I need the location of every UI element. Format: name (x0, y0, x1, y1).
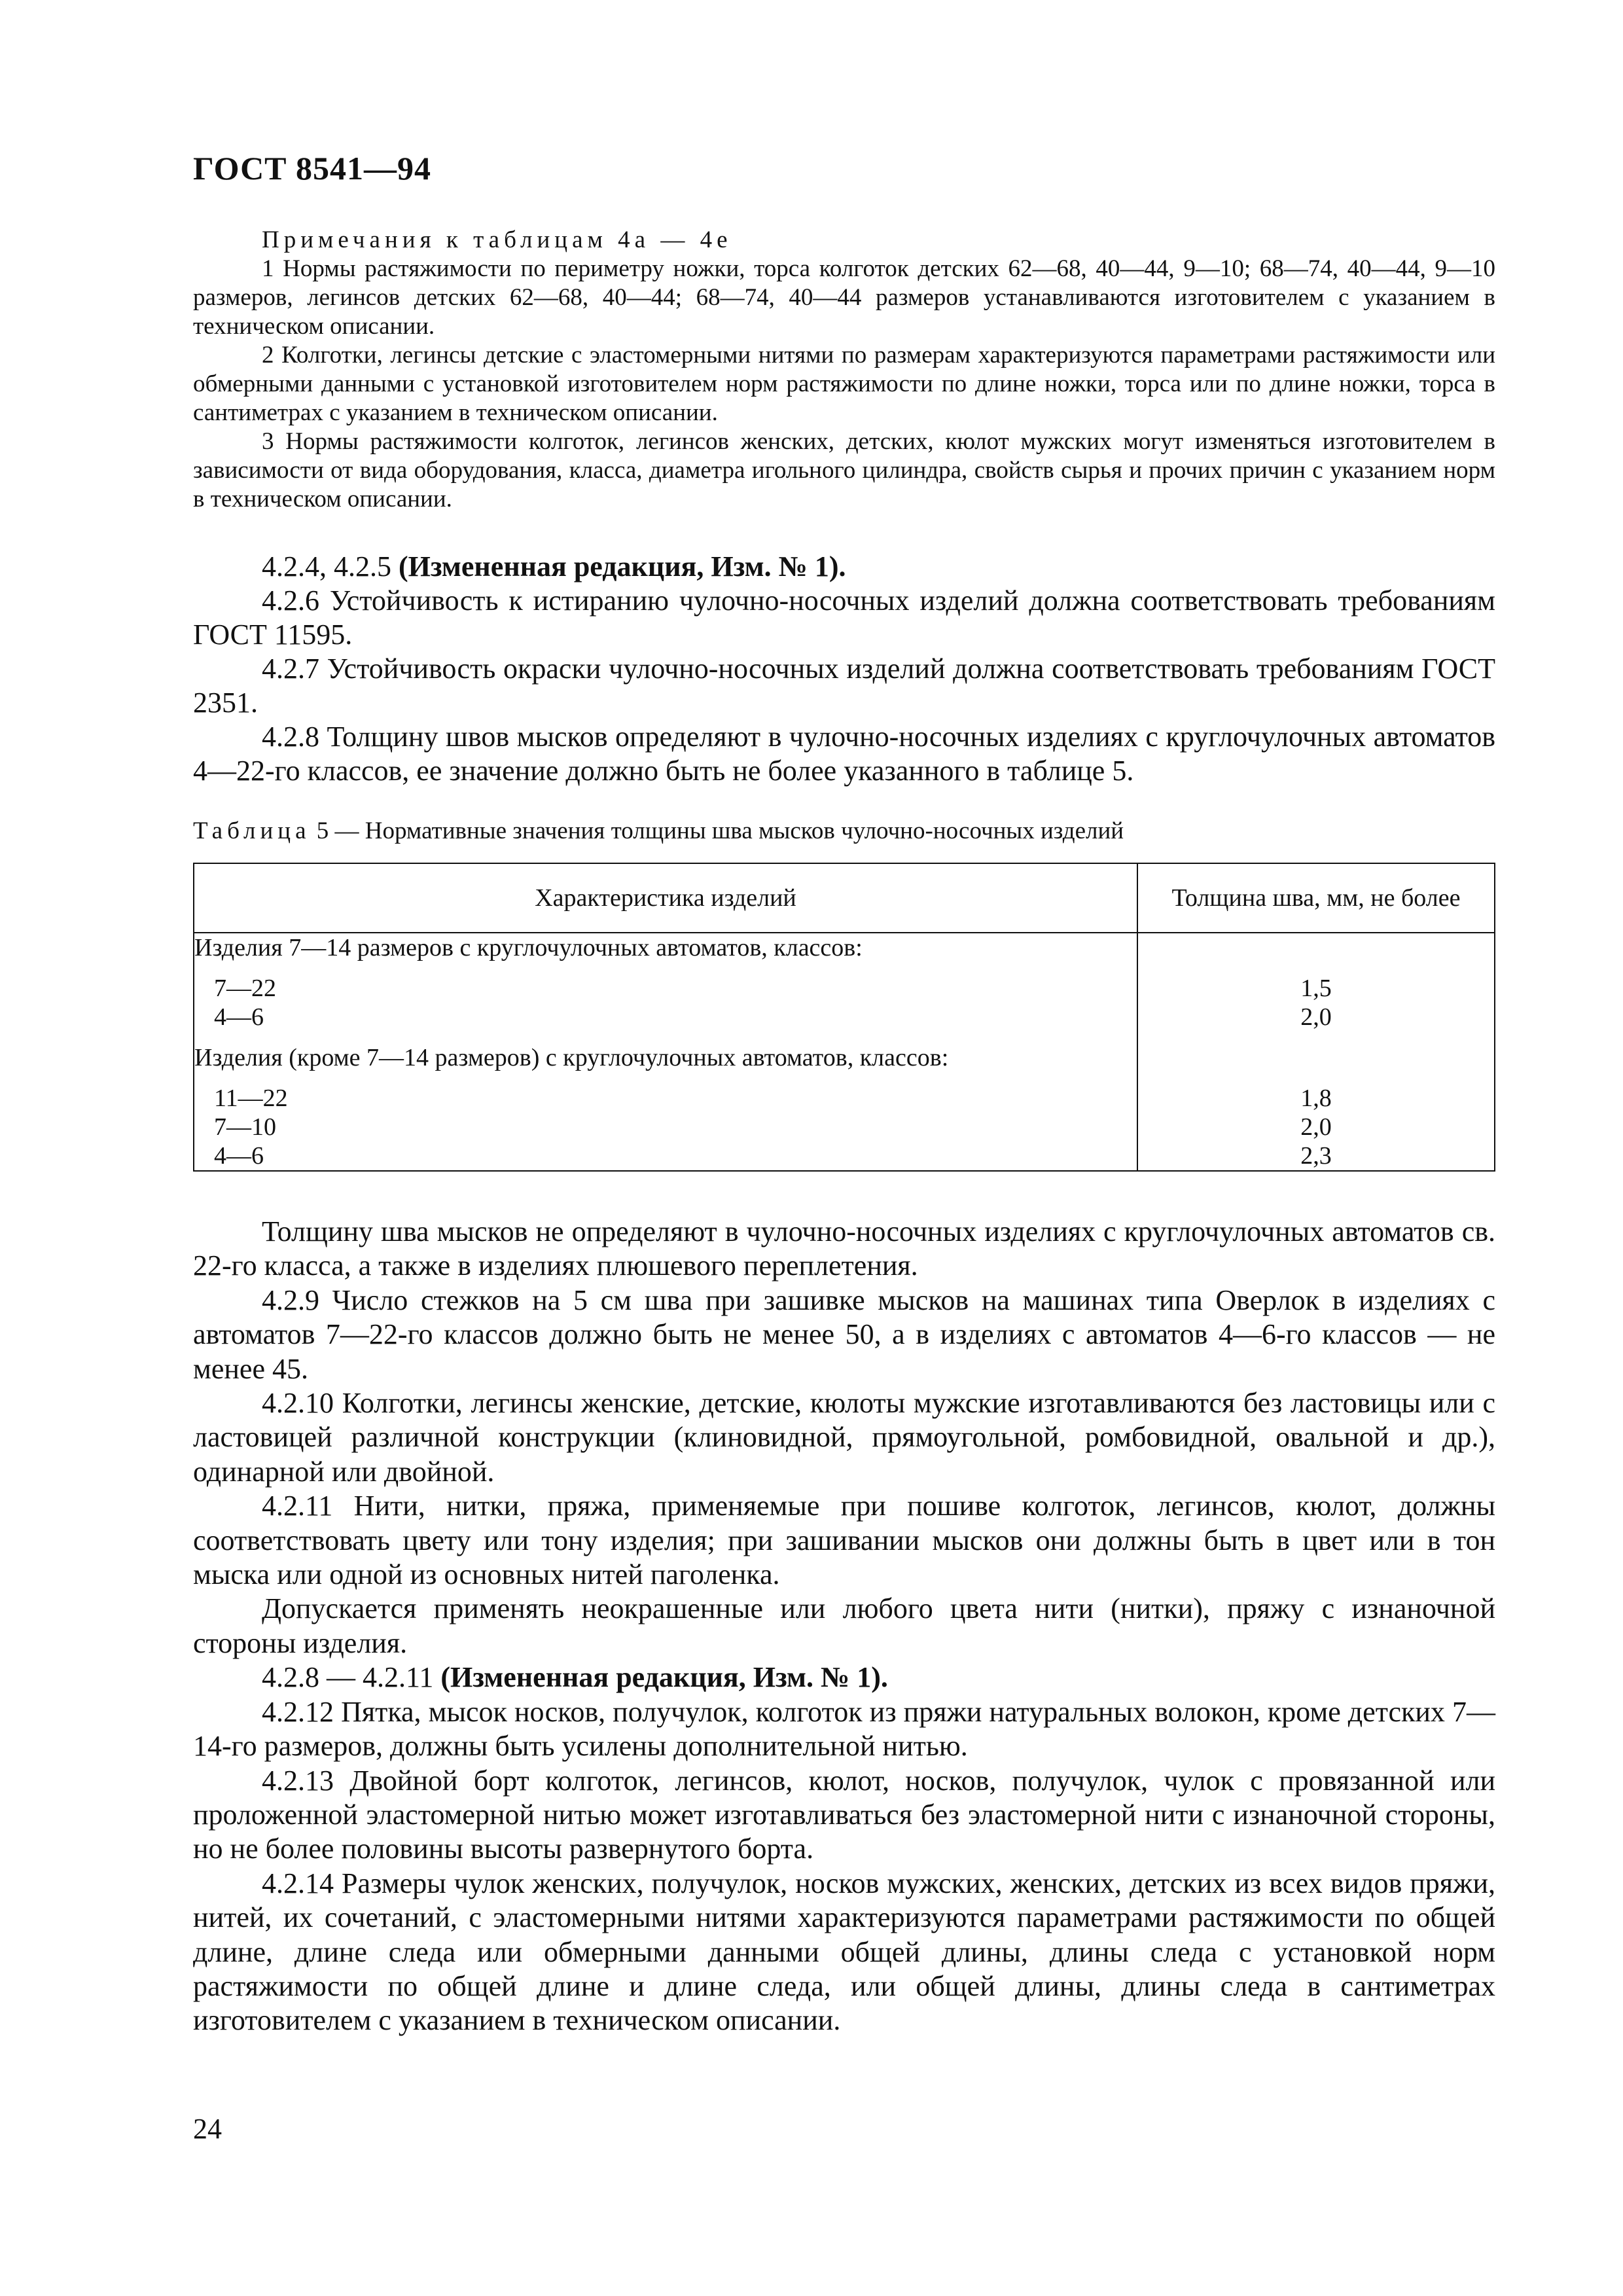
body-section-top (193, 550, 1495, 788)
class-range: 4—6 (214, 1003, 264, 1031)
paragraph: Допускается применять неокрашенные или любого цвета нити (нитки), пряжу с изнаночной стороны изделия. (193, 1592, 1495, 1659)
paragraph: 4.2.14 Размеры чулок женских, получулок, носков мужских, женских, детских из всех видов пряжи, нитей, их сочетаний, с эластомерными нитями характеризуются параметрами растяжимости по общей длине, длине следа или обмерными данными общей длины, длины следа с установкой норм растяжимости по общей длине и длине следа, или общей длины, длины следа в сантиметрах изготовителем с указанием в техническом описании. (193, 1867, 1495, 2037)
paragraph: 4.2.10 Колготки, легинсы женские, детские, кюлоты мужские изготавливаются без ластовицы или с ластовицей различной конструкции (клиновидной, прямоугольной, ромбовидной, овальной и др.), одинарной или двойной. (193, 1387, 1495, 1488)
class-range: 7—10 (214, 1113, 276, 1141)
group-label: Изделия (кроме 7—14 размеров) с круглочулочных автоматов, классов: (194, 1044, 949, 1071)
thickness-value: 1,5 (1300, 975, 1332, 1002)
paragraph: Толщину шва мысков не определяют в чулочно-носочных изделиях с круглочулочных автоматов св. 22-го класса, а также в изделиях плюшевого переплетения. (193, 1215, 1495, 1282)
note-item: 2 Колготки, легинсы детские с эластомерными нитями по размерам характеризуются параметрами растяжимости или обмерными данными с установкой изготовителем норм растяжимости по длине ножки, торса или по длине ножки, торса в сантиметрах с указанием в техническом описании. (193, 342, 1495, 426)
paragraph: 4.2.4, 4.2.5 (Измененная редакция, Изм. № 1). (262, 550, 846, 583)
paragraph: 4.2.11 Нити, нитки, пряжа, применяемые при пошиве колготок, легинсов, кюлот, должны соответствовать цвету или тону изделия; при зашивании мысков они должны быть в цвет или в тон мыска или одной из основных нитей паголенка. (193, 1490, 1495, 1591)
paragraph: 4.2.8 Толщину швов мысков определяют в чулочно-носочных изделиях с круглочулочных автоматов 4—22-го классов, ее значение должно быть не более указанного в таблице 5. (193, 721, 1495, 787)
class-range: 11—22 (214, 1085, 288, 1112)
class-range: 7—22 (214, 975, 276, 1002)
body-section-bottom (193, 1215, 1495, 2038)
note-item: 3 Нормы растяжимости колготок, легинсов женских, детских, кюлот мужских могут изменяться изготовителем в зависимости от вида оборудования, класса, диаметра игольного цилиндра, свойств сырья и прочих причин с указанием норм в техническом описании. (193, 428, 1495, 512)
page-number: 24 (193, 2113, 222, 2145)
paragraph: 4.2.7 Устойчивость окраски чулочно-носочных изделий должна соответствовать требованиям ГОСТ 2351. (193, 653, 1495, 719)
table-header-row (194, 863, 1495, 933)
thickness-value: 2,0 (1300, 1113, 1332, 1141)
notes-title: Примечания к таблицам 4а — 4е (262, 226, 732, 253)
note-item: 1 Нормы растяжимости по периметру ножки, торса колготок детских 62—68, 40—44, 9—10; 68—74, 40—44, 9—10 размеров, легинсов детских 62—68, 40—44; 68—74, 40—44 размеров устанавливаются изготовителем с указанием в техническом описании. (193, 255, 1495, 340)
column-header: Характеристика изделий (194, 863, 1137, 933)
thickness-value: 2,0 (1300, 1003, 1332, 1031)
table-5 (193, 863, 1495, 1172)
table-cell-thickness (1137, 933, 1495, 1171)
group-label: Изделия 7—14 размеров с круглочулочных автоматов, классов: (194, 934, 863, 961)
table-cell-characteristics (194, 933, 1137, 1171)
table-caption: Таблица 5 — Нормативные значения толщины шва мысков чулочно-носочных изделий (193, 817, 1124, 844)
paragraph: 4.2.12 Пятка, мысок носков, получулок, колготок из пряжи натуральных волокон, кроме детских 7—14-го размеров, должны быть усилены дополнительной нитью. (193, 1695, 1495, 1763)
paragraph: 4.2.9 Число стежков на 5 см шва при зашивке мысков на машинах типа Оверлок в изделиях с автоматов 7—22-го классов должно быть не менее 50, а в изделиях с автоматов 4—6-го классов — не менее 45. (193, 1283, 1495, 1385)
table-notes (193, 226, 1495, 514)
thickness-value: 1,8 (1300, 1085, 1332, 1112)
paragraph: 4.2.13 Двойной борт колготок, легинсов, кюлот, носков, получулок, чулок с провязанной или проложенной эластомерной нитью может изготавливаться без эластомерной нити с изнаночной стороны, но не более половины высоты развернутого борта. (193, 1764, 1495, 1865)
thickness-value: 2,3 (1300, 1142, 1332, 1170)
paragraph: 4.2.8 — 4.2.11 (Измененная редакция, Изм. № 1). (262, 1661, 888, 1694)
paragraph: 4.2.6 Устойчивость к истиранию чулочно-носочных изделий должна соответствовать требованиям ГОСТ 11595. (193, 584, 1495, 651)
class-range: 4—6 (214, 1142, 264, 1170)
column-header: Толщина шва, мм, не более (1137, 863, 1495, 933)
table-row (194, 933, 1495, 1171)
page-header: ГОСТ 8541—94 (193, 150, 432, 187)
